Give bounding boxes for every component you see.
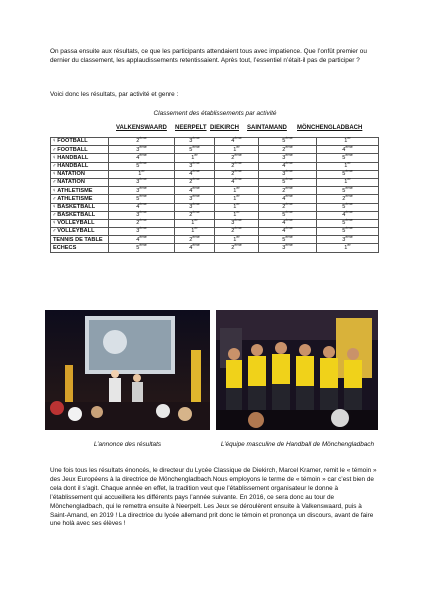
rank-number: 5 (342, 187, 346, 194)
rank-cell (109, 244, 175, 252)
column-header: MÖNCHENGLADBACH (297, 125, 363, 131)
rank-suffix: ème (285, 218, 293, 223)
rank-number: 5 (342, 154, 346, 161)
table-row (51, 162, 379, 170)
rank-suffix: ème (345, 234, 353, 239)
sport-label: HANDBALL (57, 162, 89, 169)
rank-number: 4 (189, 187, 193, 194)
rank-suffix: ème (285, 152, 293, 157)
rank-suffix: er (347, 136, 351, 141)
rank-suffix: ème (192, 177, 200, 182)
sport-label: FOOTBALL (57, 146, 88, 153)
rank-suffix: ème (285, 226, 293, 231)
gender-icon: ♂ (52, 179, 57, 186)
rank-number: 1 (233, 203, 237, 210)
rank-number: 4 (282, 195, 286, 202)
rank-suffix: ème (139, 161, 147, 166)
rank-number: 2 (231, 244, 235, 251)
sport-label: HANDBALL (57, 154, 89, 161)
gender-icon: ♂ (52, 162, 57, 169)
rank-suffix: er (347, 242, 351, 247)
rank-number: 4 (189, 244, 193, 251)
results-announcement-photo (45, 310, 210, 430)
rank-suffix: ème (139, 193, 147, 198)
sport-cell (51, 195, 109, 203)
rank-suffix: ème (345, 210, 353, 215)
rank-number: 5 (282, 236, 286, 243)
rank-number: 2 (231, 154, 235, 161)
rank-number: 3 (136, 212, 140, 219)
rank-number: 1 (344, 162, 348, 169)
intro-paragraph-1: On passa ensuite aux résultats, ce que les participants attendaient tous avec impatience. Que l’onfût premier ou dernier du classement, les applaudissements retentissaient. Après tout, l’essentiel n’était-il pas de participer ? (50, 48, 367, 64)
rank-number: 5 (282, 212, 286, 219)
sport-cell (51, 178, 109, 186)
sport-label: VOLLEYBALL (57, 228, 95, 235)
rank-number: 2 (231, 162, 235, 169)
rank-number: 4 (231, 179, 235, 186)
rank-suffix: ème (192, 193, 200, 198)
rank-suffix: ème (139, 202, 147, 207)
rank-number: 5 (282, 138, 286, 145)
rank-suffix: ème (285, 185, 293, 190)
rank-suffix: ème (192, 185, 200, 190)
rank-number: 1 (191, 154, 195, 161)
rank-number: 3 (189, 203, 193, 210)
rank-number: 1 (233, 236, 237, 243)
rank-number: 3 (136, 228, 140, 235)
rank-suffix: ème (345, 169, 353, 174)
rank-suffix: ème (139, 177, 147, 182)
rank-suffix: er (236, 202, 240, 207)
rank-suffix: er (141, 169, 145, 174)
rank-number: 5 (342, 228, 346, 235)
rank-suffix: er (236, 234, 240, 239)
rank-suffix: ème (345, 226, 353, 231)
gender-icon: ♂ (52, 146, 57, 153)
rank-suffix: ème (285, 193, 293, 198)
rank-suffix: er (194, 152, 198, 157)
rank-suffix: ème (285, 210, 293, 215)
gender-icon: ♀ (52, 138, 57, 145)
rank-number: 5 (282, 179, 286, 186)
sport-cell (51, 211, 109, 219)
rank-suffix: ème (285, 202, 293, 207)
sport-cell (51, 219, 109, 227)
column-header: DIEKIRCH (210, 125, 240, 131)
rank-suffix: ème (285, 161, 293, 166)
rank-suffix: ème (192, 144, 200, 149)
rank-number: 3 (282, 154, 286, 161)
rank-number: 1 (233, 195, 237, 202)
rank-number: 4 (342, 212, 346, 219)
gender-icon: ♀ (52, 203, 57, 210)
rank-suffix: ème (345, 152, 353, 157)
intro-paragraph-2: Voici donc les résultats, par activité et genre : (50, 91, 179, 98)
table-row (51, 203, 379, 211)
sport-label: ECHECS (53, 244, 77, 251)
rank-suffix: ème (234, 152, 242, 157)
rank-number: 2 (342, 195, 346, 202)
rank-number: 2 (231, 228, 235, 235)
rank-suffix: ème (192, 242, 200, 247)
gender-icon: ♀ (52, 171, 57, 178)
rank-suffix: ème (285, 234, 293, 239)
rank-suffix: ème (285, 144, 293, 149)
sport-label: NATATION (57, 171, 85, 178)
sport-label: ATHLETISME (57, 195, 93, 202)
sport-cell (51, 146, 109, 154)
gender-icon: ♂ (52, 228, 57, 235)
rank-suffix: ème (192, 202, 200, 207)
rank-number: 1 (191, 228, 195, 235)
table-column-headers (50, 125, 378, 134)
sport-cell (51, 244, 109, 252)
rank-suffix: ème (345, 193, 353, 198)
rank-number: 2 (136, 138, 140, 145)
sport-label: VOLLEYBALL (57, 220, 95, 227)
rank-number: 2 (282, 203, 286, 210)
table-row (51, 138, 379, 146)
gender-icon: ♂ (52, 195, 57, 202)
rank-number: 1 (233, 212, 237, 219)
rank-number: 1 (233, 146, 237, 153)
rank-suffix: ème (234, 226, 242, 231)
table-row (51, 178, 379, 186)
rank-number: 4 (136, 203, 140, 210)
table-row (51, 228, 379, 236)
rank-suffix: ème (234, 177, 242, 182)
rank-suffix: er (236, 193, 240, 198)
rank-suffix: ème (139, 242, 147, 247)
rank-number: 3 (342, 236, 346, 243)
rank-cell (175, 244, 215, 252)
sport-label: TENNIS DE TABLE (53, 236, 103, 243)
rank-suffix: ème (285, 136, 293, 141)
rank-number: 5 (136, 162, 140, 169)
rank-number: 3 (136, 187, 140, 194)
sport-cell (51, 138, 109, 146)
rank-cell (215, 244, 259, 252)
rank-suffix: ème (234, 161, 242, 166)
rank-number: 2 (189, 236, 193, 243)
rank-suffix: ème (139, 152, 147, 157)
rank-number: 5 (136, 244, 140, 251)
rank-number: 1 (233, 187, 237, 194)
table-row (51, 211, 379, 219)
sport-cell (51, 203, 109, 211)
photo-caption-left: L’annonce des résultats (93, 441, 162, 448)
rank-suffix: ème (345, 185, 353, 190)
rank-suffix: ème (234, 218, 242, 223)
rank-number: 4 (136, 236, 140, 243)
rank-number: 3 (189, 138, 193, 145)
rank-number: 4 (282, 220, 286, 227)
rank-number: 1 (138, 171, 142, 178)
rank-number: 1 (344, 179, 348, 186)
sport-label: BASKETBALL (57, 203, 96, 210)
column-header: VALKENSWAARD (116, 125, 167, 131)
sport-label: FOOTBALL (57, 138, 88, 145)
rank-number: 1 (191, 220, 195, 227)
rank-suffix: ème (285, 177, 293, 182)
gender-icon: ♂ (52, 212, 57, 219)
sport-cell (51, 170, 109, 178)
table-row (51, 219, 379, 227)
results-table (50, 137, 379, 253)
rank-suffix: er (236, 185, 240, 190)
column-header: NEERPELT (175, 125, 207, 131)
rank-suffix: ème (234, 242, 242, 247)
rank-number: 3 (189, 195, 193, 202)
table-row (51, 170, 379, 178)
rank-suffix: ème (139, 218, 147, 223)
rank-suffix: ème (192, 136, 200, 141)
sport-label: ATHLETISME (57, 187, 93, 194)
rank-suffix: ème (139, 234, 147, 239)
rank-suffix: er (236, 144, 240, 149)
rank-cell (317, 244, 379, 252)
rank-suffix: ème (345, 144, 353, 149)
rank-number: 3 (136, 146, 140, 153)
rank-suffix: ème (285, 169, 293, 174)
gender-icon: ♀ (52, 154, 57, 161)
rank-number: 5 (136, 195, 140, 202)
sport-cell (51, 236, 109, 244)
sport-cell (51, 162, 109, 170)
rank-suffix: ème (345, 218, 353, 223)
rank-suffix: ème (139, 226, 147, 231)
rank-number: 4 (282, 228, 286, 235)
rank-number: 2 (189, 179, 193, 186)
rank-number: 1 (344, 138, 348, 145)
rank-suffix: ème (345, 202, 353, 207)
rank-suffix: ème (285, 242, 293, 247)
rank-suffix: er (236, 210, 240, 215)
rank-number: 5 (189, 146, 193, 153)
table-row (51, 154, 379, 162)
rank-number: 5 (342, 171, 346, 178)
rank-suffix: ème (139, 144, 147, 149)
sport-label: NATATION (57, 179, 85, 186)
gender-icon: ♀ (52, 187, 57, 194)
rank-number: 2 (136, 220, 140, 227)
rank-suffix: er (347, 177, 351, 182)
rank-number: 5 (342, 220, 346, 227)
table-row (51, 244, 379, 252)
photo-caption-right: L’équipe masculine de Handball de Mönchengladbach (220, 441, 375, 448)
rank-number: 2 (282, 146, 286, 153)
rank-suffix: ème (192, 210, 200, 215)
handball-team-photo (216, 310, 378, 430)
sport-cell (51, 154, 109, 162)
rank-number: 1 (344, 244, 348, 251)
table-row (51, 146, 379, 154)
rank-number: 2 (282, 187, 286, 194)
rank-number: 3 (136, 179, 140, 186)
rank-number: 4 (231, 138, 235, 145)
table-row (51, 236, 379, 244)
rank-number: 3 (189, 162, 193, 169)
closing-paragraph: Une fois tous les résultats énoncés, le directeur du Lycée Classique de Diekirch, Marcel Kramer, remit le « témoin » des Jeux Européens à la directrice de Mönchengladbach.Nous employons le terme de « témoin » car c’est bien de cela dont il s’agit. Chaque année en effet, la tradition veut que l’établissement organisateur le donne à l’établissement qui accueillera les différents pays l’année suivante. En 2016, ce sera donc au tour de Mönchengladbach, qui le remettra ensuite à Neerpelt. Les Jeux se déroulèrent ensuite à Valkenswaard, puis à Saint-Amand, en 2019 ! La directrice du lycée allemand prit donc le témoin et prononça un discours, avant de faire une holà avec ses élèves ! (50, 467, 377, 528)
rank-number: 3 (282, 171, 286, 178)
rank-cell (259, 244, 317, 252)
rank-suffix: er (347, 161, 351, 166)
rank-suffix: ème (234, 169, 242, 174)
rank-number: 2 (231, 171, 235, 178)
table-row (51, 187, 379, 195)
column-header: SAINTAMAND (247, 125, 287, 131)
rank-number: 3 (231, 220, 235, 227)
sport-cell (51, 187, 109, 195)
rank-suffix: ème (139, 136, 147, 141)
rank-suffix: ème (192, 169, 200, 174)
rank-suffix: er (194, 218, 198, 223)
rank-suffix: ème (192, 234, 200, 239)
rank-number: 2 (189, 212, 193, 219)
rank-number: 5 (342, 203, 346, 210)
rank-number: 3 (282, 244, 286, 251)
rank-number: 4 (282, 162, 286, 169)
rank-suffix: er (194, 226, 198, 231)
rank-number: 4 (189, 171, 193, 178)
sport-label: BASKETBALL (57, 212, 96, 219)
rank-number: 4 (342, 146, 346, 153)
rank-suffix: ème (139, 210, 147, 215)
rank-suffix: ème (139, 185, 147, 190)
table-row (51, 195, 379, 203)
sport-cell (51, 228, 109, 236)
rank-suffix: ème (234, 136, 242, 141)
rank-number: 4 (136, 154, 140, 161)
rank-suffix: ème (192, 161, 200, 166)
gender-icon: ♀ (52, 220, 57, 227)
table-title: Classement des établissements par activité (153, 110, 277, 117)
